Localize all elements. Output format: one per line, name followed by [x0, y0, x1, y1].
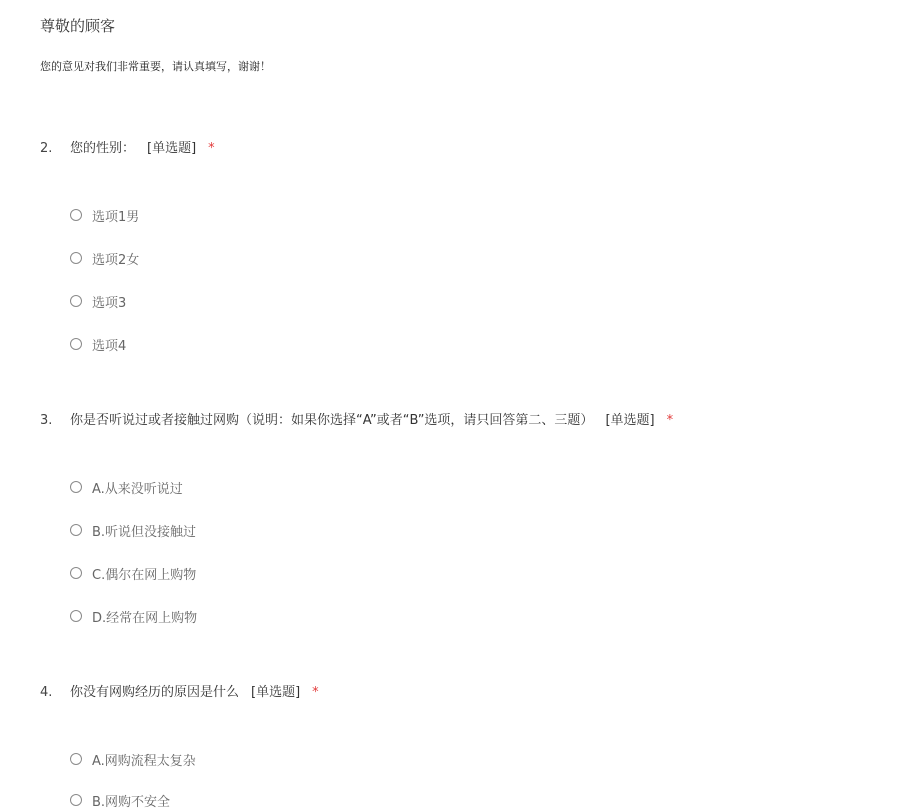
- question-type: [单选题]: [251, 685, 301, 700]
- option-label: A.从来没听说过: [92, 481, 183, 497]
- option-q3-a[interactable]: [70, 477, 183, 497]
- option-q2-3[interactable]: [70, 291, 126, 311]
- question-type: [单选题]: [605, 413, 655, 428]
- radio-button[interactable]: [70, 481, 82, 493]
- question-text: 你没有网购经历的原因是什么: [70, 685, 240, 700]
- survey-intro: 您的意见对我们非常重要，请认真填写，谢谢！: [40, 60, 271, 73]
- option-q3-d[interactable]: [70, 606, 197, 626]
- option-label: 选项4: [92, 338, 127, 354]
- radio-button[interactable]: [70, 252, 82, 264]
- option-q3-b[interactable]: [70, 520, 196, 540]
- option-label: A.网购流程太复杂: [92, 753, 196, 769]
- question-text: 你是否听说过或者接触过网购（说明：如果你选择“A”或者“B”选项，请只回答第二、三题）: [70, 413, 594, 428]
- radio-button[interactable]: [70, 524, 82, 536]
- option-q3-c[interactable]: [70, 563, 196, 583]
- required-marker: *: [208, 141, 215, 156]
- option-label: C.偶尔在网上购物: [92, 567, 197, 583]
- survey-greeting: 尊敬的顾客: [40, 17, 116, 35]
- radio-button[interactable]: [70, 209, 82, 221]
- radio-button[interactable]: [70, 610, 82, 622]
- option-q2-1[interactable]: [70, 205, 139, 225]
- question-4-title-row: [40, 681, 319, 700]
- radio-button[interactable]: [70, 753, 82, 765]
- option-q2-2[interactable]: [70, 248, 139, 268]
- required-marker: *: [666, 413, 674, 428]
- option-label: 选项2女: [92, 252, 140, 268]
- question-number: 4.: [40, 685, 53, 700]
- question-number: 3.: [40, 413, 53, 428]
- radio-button[interactable]: [70, 338, 82, 350]
- radio-button[interactable]: [70, 567, 82, 579]
- option-q2-4[interactable]: [70, 334, 126, 354]
- question-number: 2.: [40, 141, 53, 156]
- option-label: B.听说但没接触过: [92, 524, 197, 540]
- question-2-title-row: [40, 137, 215, 156]
- question-3-title-row: [40, 409, 673, 428]
- radio-button[interactable]: [70, 295, 82, 307]
- option-q4-b[interactable]: [70, 790, 170, 810]
- option-label: 选项3: [92, 295, 127, 311]
- option-q4-a[interactable]: [70, 749, 196, 769]
- radio-button[interactable]: [70, 794, 82, 806]
- option-label: D.经常在网上购物: [92, 610, 198, 626]
- option-label: 选项1男: [92, 209, 140, 225]
- required-marker: *: [312, 685, 319, 700]
- option-label: B.网购不安全: [92, 794, 171, 810]
- question-text: 您的性别：: [70, 141, 136, 156]
- question-type: [单选题]: [147, 141, 197, 156]
